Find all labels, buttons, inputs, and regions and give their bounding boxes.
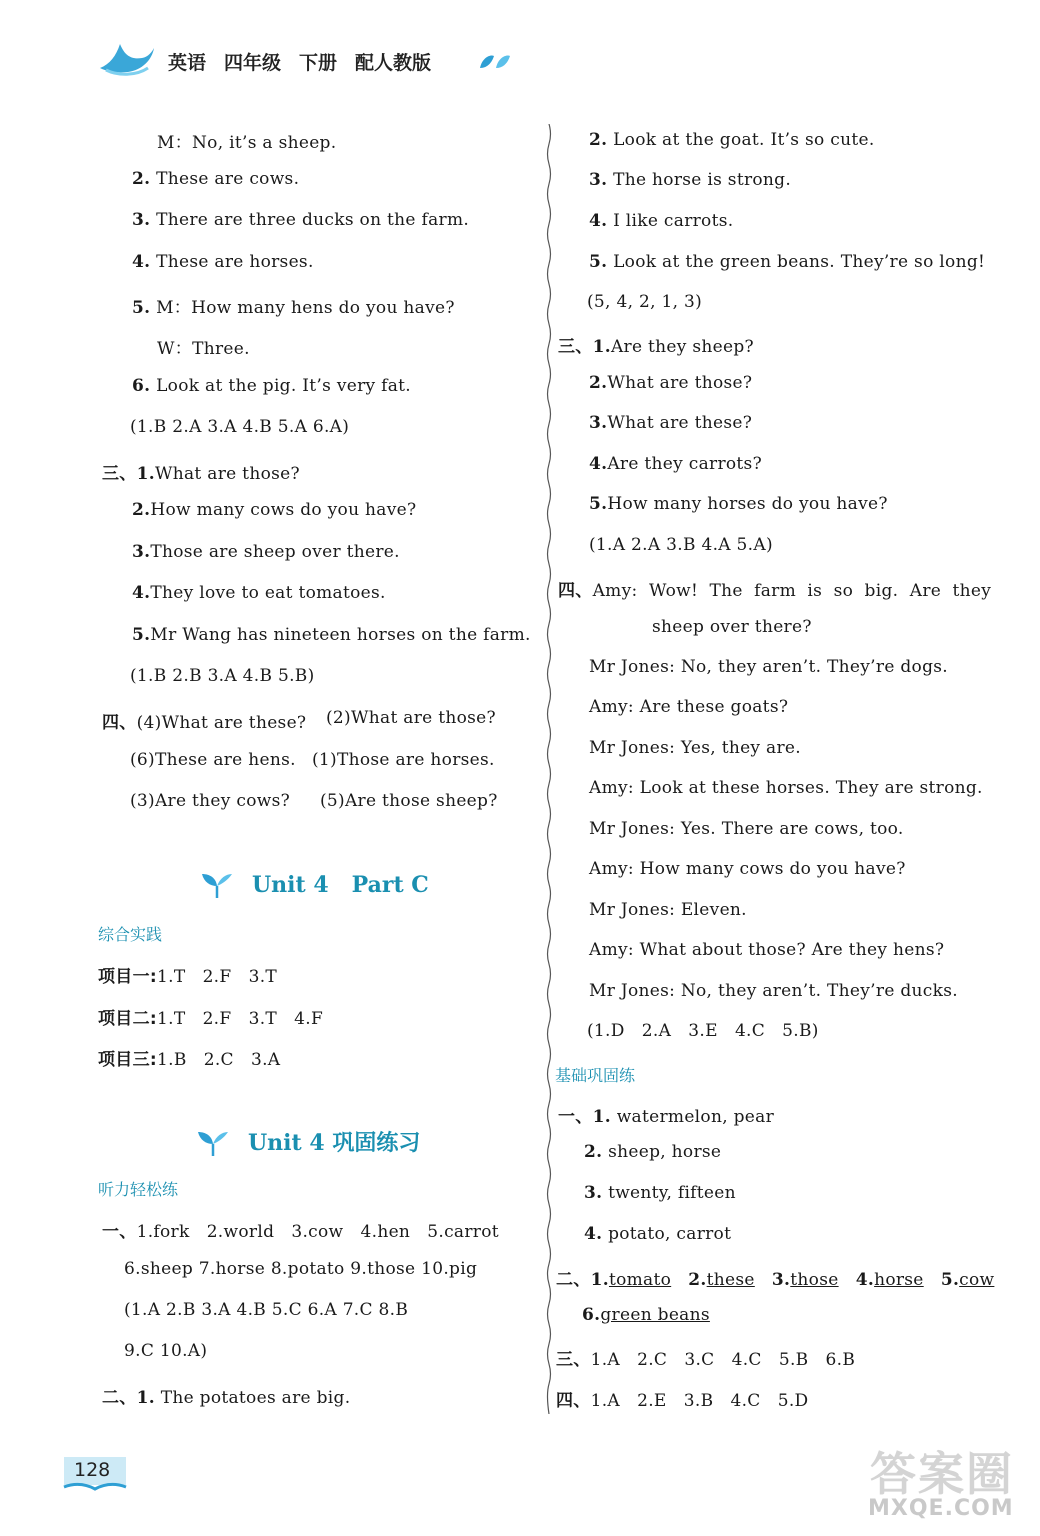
- answer-line: 一、1. watermelon, pear: [558, 1107, 775, 1127]
- section-three: 三、1.What are those?: [102, 464, 300, 484]
- dialogue-line: Mr Jones: No, they aren’t. They’re dogs.: [589, 657, 949, 677]
- answer-key: (1.B 2.A 3.A 4.B 5.A 6.A): [130, 417, 350, 437]
- header-grade: 四年级: [224, 52, 282, 74]
- section-four: 四、Amy: Wow! The farm is so big. Are they: [558, 581, 992, 601]
- answer-line: 4.They love to eat tomatoes.: [132, 583, 386, 603]
- listening-answers: 6.sheep 7.horse 8.potato 9.those 10.pig: [124, 1259, 478, 1279]
- answer-key: 四、1.A 2.E 3.B 4.C 5.D: [556, 1391, 809, 1411]
- answer-line: (5)Are those sheep?: [320, 791, 498, 811]
- unit-heading: Unit 4 Part C: [200, 872, 429, 900]
- answer-line: 3. There are three ducks on the farm.: [132, 210, 470, 230]
- answer-key: (1.D 2.A 3.E 4.C 5.B): [587, 1021, 819, 1041]
- answer-line: 2.What are those?: [589, 373, 753, 393]
- section-label: 综合实践: [98, 925, 163, 944]
- answer-line: 3. The horse is strong.: [589, 170, 792, 190]
- dialogue-line: Mr Jones: Yes. There are cows, too.: [589, 819, 904, 839]
- answer-line: 2. These are cows.: [132, 169, 300, 189]
- dialogue-line: Amy: Look at these horses. They are strong.: [589, 778, 983, 798]
- answer-key: (5, 4, 2, 1, 3): [587, 292, 703, 312]
- answer-line: W：Three.: [157, 339, 250, 359]
- answer-line: 2.How many cows do you have?: [132, 500, 417, 520]
- answer-key: 三、1.A 2.C 3.C 4.C 5.B 6.B: [556, 1350, 856, 1370]
- dialogue-line: Mr Jones: Yes, they are.: [589, 738, 801, 758]
- answer-line: 3. twenty, fifteen: [584, 1183, 736, 1203]
- header-term: 下册: [299, 52, 338, 74]
- answer-line: 5.Mr Wang has nineteen horses on the farm.: [132, 625, 531, 645]
- answer-key: 9.C 10.A): [124, 1341, 208, 1361]
- answer-line: (3)Are they cows?: [130, 791, 291, 811]
- answer-line: (6)These are hens.: [130, 750, 296, 770]
- answer-line: 2. sheep, horse: [584, 1142, 722, 1162]
- listening-answers: 一、1.fork 2.world 3.cow 4.hen 5.carrot: [102, 1222, 499, 1242]
- answer-line: 二、1. The potatoes are big.: [102, 1388, 351, 1408]
- answer-line: 4. These are horses.: [132, 252, 314, 272]
- column-divider: [545, 124, 553, 1414]
- answer-line: 3.Those are sheep over there.: [132, 542, 400, 562]
- answer-line: 4.Are they carrots?: [589, 454, 762, 474]
- answer-key: (1.A 2.B 3.A 4.B 5.C 6.A 7.C 8.B: [124, 1300, 409, 1320]
- underline-answers: 二、1.tomato 2.these 3.those 4.horse 5.cow: [556, 1270, 995, 1290]
- dialogue-line: Amy: Are these goats?: [589, 697, 789, 717]
- dialogue-line: Mr Jones: No, they aren’t. They’re ducks.: [589, 981, 958, 1001]
- answer-line: (1)Those are horses.: [312, 750, 495, 770]
- dialogue-line: sheep over there?: [652, 617, 812, 637]
- answer-line: 5.How many horses do you have?: [589, 494, 888, 514]
- answer-line: 6. Look at the pig. It’s very fat.: [132, 376, 412, 396]
- answer-line: 5. Look at the green beans. They’re so long!: [589, 252, 986, 272]
- project-line: 项目一:1.T 2.F 3.T: [98, 967, 278, 987]
- answer-key: (1.A 2.A 3.B 4.A 5.A): [589, 535, 773, 555]
- section-three: 三、1.Are they sheep?: [558, 337, 754, 357]
- bird-logo-icon: [96, 38, 156, 80]
- unit-heading: Unit 4 巩固练习: [196, 1126, 420, 1158]
- dialogue-line: Mr Jones: Eleven.: [589, 900, 747, 920]
- answer-line: 5. M：How many hens do you have?: [132, 298, 455, 318]
- watermark-logo: 答案圈 MXQE.COM: [868, 1447, 1014, 1521]
- section-label: 基础巩固练: [555, 1066, 636, 1085]
- header-subject: 英语: [168, 52, 207, 74]
- header-edition: 配人教版: [355, 52, 432, 74]
- sprout-icon: [200, 872, 234, 900]
- project-line: 项目二:1.T 2.F 3.T 4.F: [98, 1009, 324, 1029]
- page-header: [96, 38, 596, 88]
- underline-answers: 6.green beans: [582, 1305, 710, 1325]
- dialogue-line: Amy: How many cows do you have?: [589, 859, 906, 879]
- dialogue-line: Amy: What about those? Are they hens?: [589, 940, 945, 960]
- answer-line: 3.What are these?: [589, 413, 753, 433]
- page-number: 128: [62, 1455, 128, 1495]
- section-four: 四、(4)What are these?: [102, 713, 307, 733]
- answer-key: (1.B 2.B 3.A 4.B 5.B): [130, 666, 315, 686]
- answer-line: 4. potato, carrot: [584, 1224, 732, 1244]
- answer-line: M：No, it’s a sheep.: [157, 133, 337, 153]
- sprout-icon: [196, 1130, 230, 1158]
- answer-line: (2)What are those?: [326, 708, 496, 728]
- section-label: 听力轻松练: [98, 1180, 179, 1199]
- project-line: 项目三:1.B 2.C 3.A: [98, 1050, 281, 1070]
- answer-line: 2. Look at the goat. It’s so cute.: [589, 130, 875, 150]
- answer-line: 4. I like carrots.: [589, 211, 734, 231]
- header-title: [168, 48, 449, 75]
- leaf-icon: [478, 52, 512, 72]
